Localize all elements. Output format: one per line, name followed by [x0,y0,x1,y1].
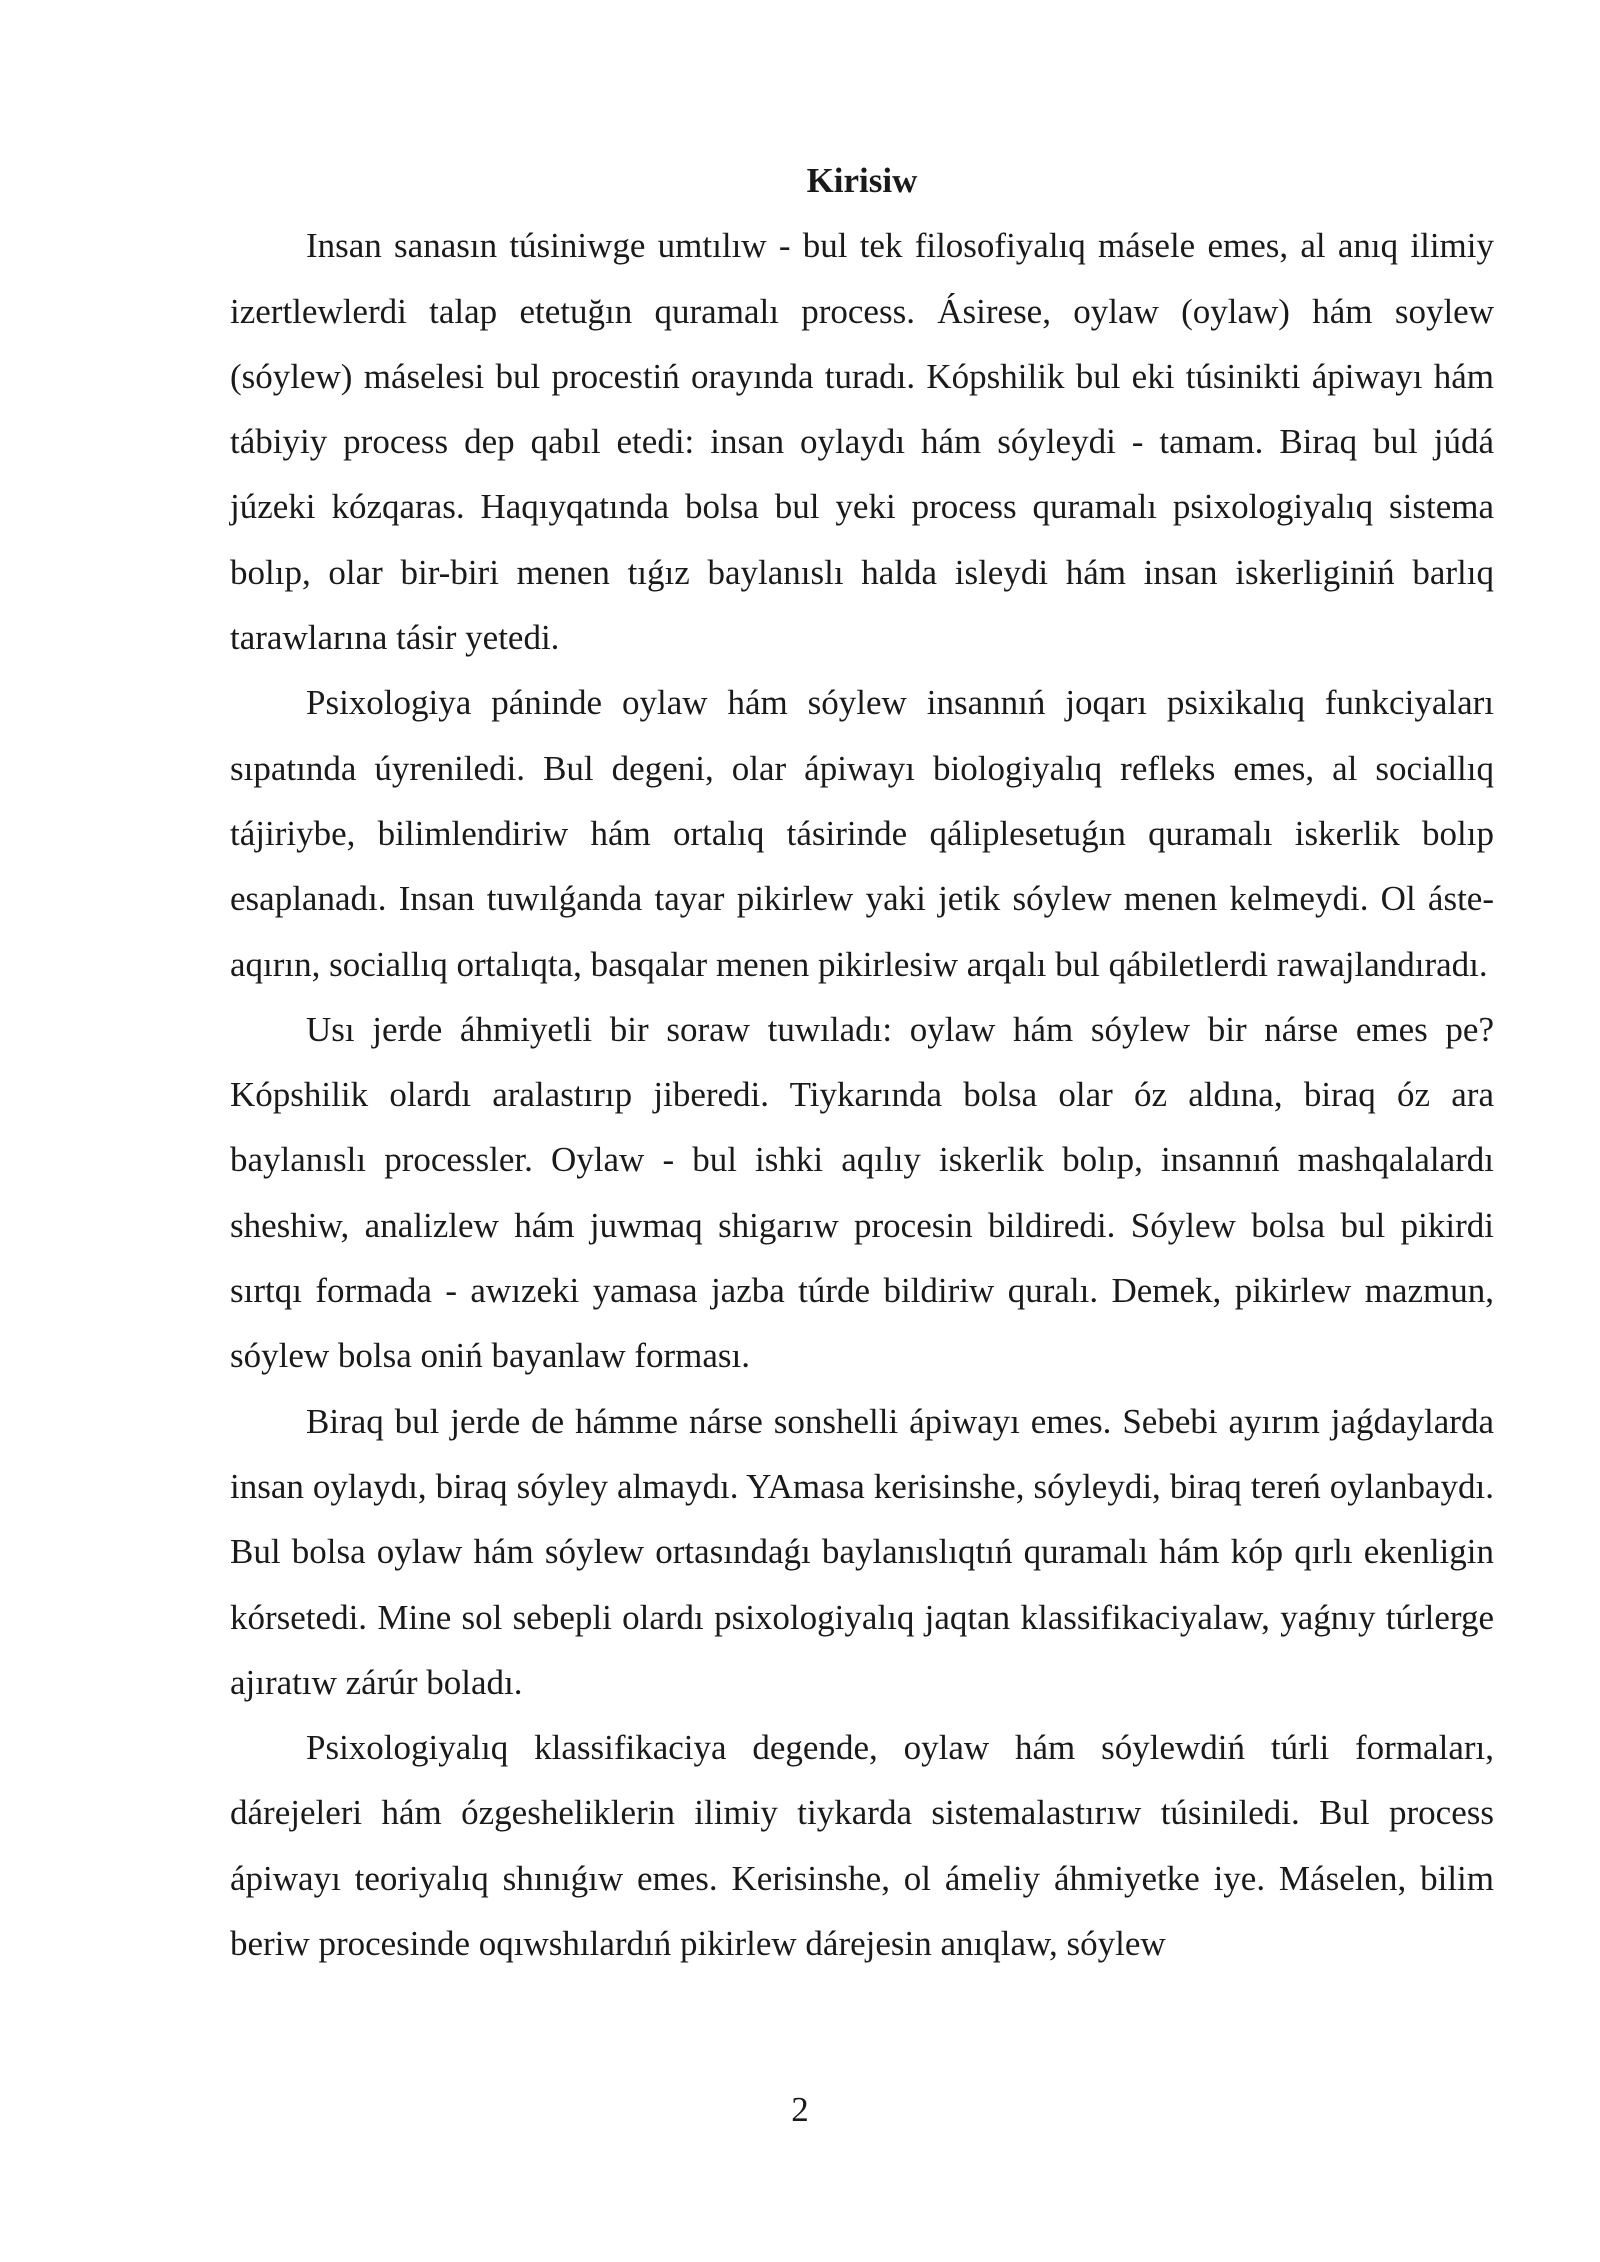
paragraph-4: Biraq bul jerde de hámme nárse sonshelli ápiwayı emes. Sebebi ayırım jaǵdaylarda insan oylaydı, biraq sóyley almaydı. YAmasa kerisinshe, sóyleydi, biraq tereń oylanbaydı. Bul bolsa oylaw hám sóylew ortasındaǵı baylanıslıqtıń quramalı hám kóp qırlı ekenligin kórsetedi. Mine sol sebepli olardı psixologiyalıq jaqtan klassifikaciyalaw, yaǵnıy túrlerge ajıratıw zárúr boladı. [230,1401,1494,1702]
paragraph-1: Insan sanasın túsiniwge umtılıw - bul tek filosofiyalıq másele emes, al anıq ilimiy izertlewlerdi talap etetuğın quramalı process. Ásirese, oylaw (oylaw) hám soylew (sóylew) máselesi bul procestiń orayında turadı. Kópshilik bul eki túsinikti ápiwayı hám tábiyiy process dep qabıl etedi: insan oylaydı hám sóyleydi - tamam. Biraq bul júdá júzeki kózqaras. Haqıyqatında bolsa bul yeki process quramalı psixologiyalıq sistema bolıp, olar bir-biri menen tıǵız baylanıslı halda isleydi hám insan iskerliginiń barlıq tarawlarına tásir yetedi. [230,226,1494,658]
page-content [230,148,1494,1976]
page-number: 2 [791,2090,809,2129]
section-title: Kirisiw [806,161,918,200]
paragraph-5: Psixologiyalıq klassifikaciya degende, oylaw hám sóylewdiń túrli formaları, dárejeleri hám ózgesheliklerin ilimiy tiykarda sistemalastırıw túsiniledi. Bul process ápiwayı teoriyalıq shınıǵıw emes. Kerisinshe, ol ámeliy áhmiyetke iye. Máselen, bilim beriw procesinde oqıwshılardıń pikirlew dárejesin anıqlaw, sóylew [230,1728,1494,1964]
paragraph-3: Usı jerde áhmiyetli bir soraw tuwıladı: oylaw hám sóylew bir nárse emes pe? Kópshilik olardı aralastırıp jiberedi. Tiykarında bolsa olar óz aldına, biraq óz ara baylanıslı processler. Oylaw - bul ishki aqılıy iskerlik bolıp, insannıń mashqalalardı sheshiw, analizlew hám juwmaq shigarıw procesin bildiredi. Sóylew bolsa bul pikirdi sırtqı formada - awızeki yamasa jazba túrde bildiriw quralı. Demek, pikirlew mazmun, sóylew bolsa oniń bayanlaw forması. [230,1009,1494,1376]
paragraph-2: Psixologiya páninde oylaw hám sóylew insannıń joqarı psixikalıq funkciyaları sıpatında úyreniledi. Bul degeni, olar ápiwayı biologiyalıq refleks emes, al sociallıq tájiriybe, bilimlendiriw hám ortalıq tásirinde qáliplesetuǵın quramalı iskerlik bolıp esaplanadı. Insan tuwılǵanda tayar pikirlew yaki jetik sóylew menen kelmeydi. Ol áste-aqırın, sociallıq ortalıqta, basqalar menen pikirlesiw arqalı bul qábiletlerdi rawajlandıradı. [230,683,1494,984]
